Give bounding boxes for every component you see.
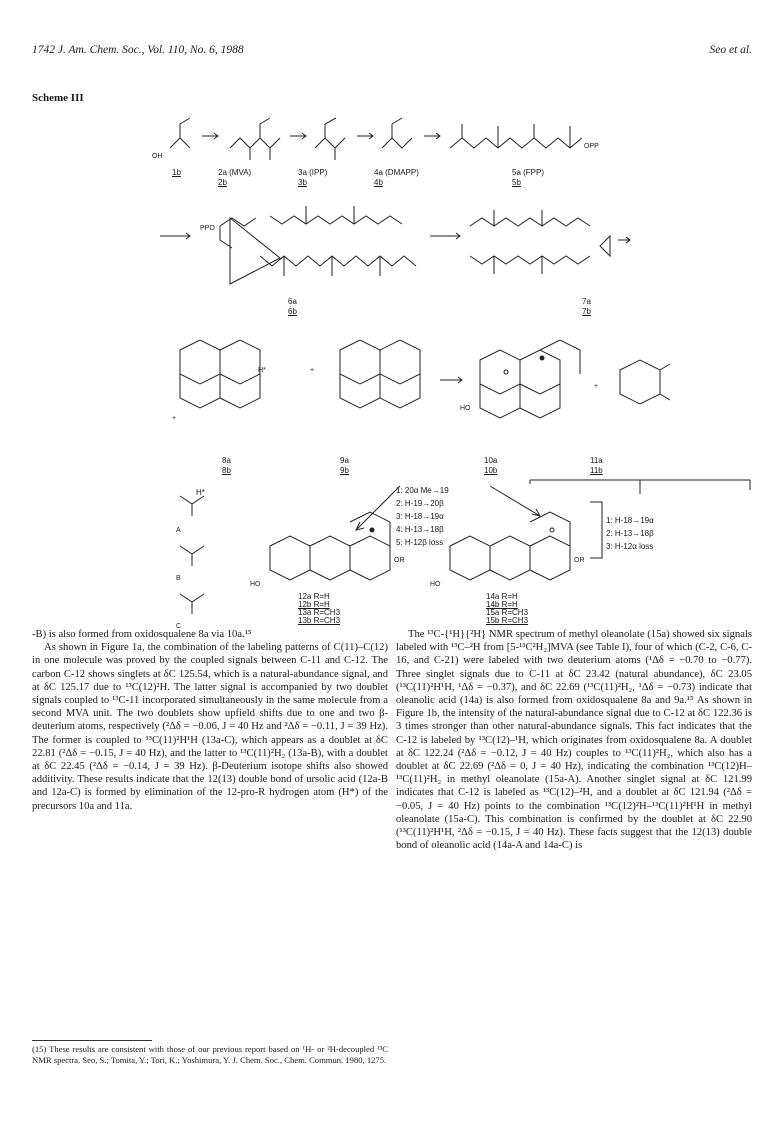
ho-text-2: HO: [250, 581, 261, 588]
compound-9b-label: 9b: [340, 466, 349, 475]
opp-text: OPP: [584, 143, 599, 150]
scheme-row4-structures: [150, 476, 750, 636]
cation-plus-1: +: [172, 415, 177, 422]
compound-9a-label: 9a: [340, 456, 349, 465]
compound-12a-label: 12a R=H: [298, 592, 330, 601]
shift-left-3: 3: H-18→19α: [396, 512, 444, 521]
compound-5-label: 5a (FPP): [512, 168, 545, 177]
running-header: [32, 44, 752, 64]
compound-10a-label: 10a: [484, 456, 498, 465]
compound-2-label: 2a (MVA): [218, 168, 252, 177]
compound-1b-label: 1b: [172, 168, 181, 177]
left-paragraph-1: -B) is also formed from oxidosqualene 8a via 10a.¹⁵: [32, 629, 252, 640]
left-column: [32, 628, 388, 813]
frag-c-text: C: [176, 623, 182, 630]
compound-8b-label: 8b: [222, 466, 231, 475]
shift-left-5: 5: H-12β loss: [396, 538, 444, 547]
compound-6b-label: 6b: [288, 307, 297, 316]
hstar-label: H*: [196, 488, 205, 497]
shift-list-left: [396, 484, 449, 549]
scheme-title: Scheme III: [32, 92, 84, 104]
compound-15a-label: 15a R=CH3: [486, 608, 529, 617]
scheme-row3-structures: [150, 330, 750, 450]
footnote-divider: [32, 1040, 152, 1041]
compound-7a-label: 7a: [582, 297, 591, 306]
frag-b-text: B: [176, 575, 181, 582]
compound-2b-label: 2b: [218, 178, 227, 187]
compound-4-label: 4a (DMAPP): [374, 168, 419, 177]
compound-12b-label: 12b R=H: [298, 600, 330, 609]
hstar-text: H*: [258, 367, 266, 374]
compound-14a-label: 14a R=H: [486, 592, 518, 601]
shift-left-1: 1: 20α Me→19: [396, 486, 449, 495]
compound-15b-label: 15b R=CH3: [486, 616, 529, 625]
compound-4b-label: 4b: [374, 178, 383, 187]
compound-10b-label: 10b: [484, 466, 498, 475]
compound-5b-label: 5b: [512, 178, 521, 187]
oh-text: OH: [152, 153, 163, 160]
shift-left-2: 2: H-19→20β: [396, 499, 444, 508]
journal-citation: 1742 J. Am. Chem. Soc., Vol. 110, No. 6, 1988: [32, 44, 244, 56]
compound-14b-label: 14b R=H: [486, 600, 518, 609]
compound-3b-label: 3b: [298, 178, 307, 187]
compound-8a-label: 8a: [222, 456, 231, 465]
shift-list-right: [606, 514, 654, 553]
compound-6a-label: 6a: [288, 297, 297, 306]
compound-13b-label: 13b R=CH3: [298, 616, 341, 625]
scheme-row1-structures: [150, 108, 730, 168]
frag-a-text: A: [176, 527, 181, 534]
right-column: [396, 628, 752, 852]
shift-left-4: 4: H-13→18β: [396, 525, 444, 534]
compound-13a-label: 13a R=CH3: [298, 608, 341, 617]
left-paragraph-2: As shown in Figure 1a, the combination of the labeling patterns of C(11)–C(12) in one molecule was proved by the coupled signals between C-11 and C-12. The carbon C-12 shows singlets at δC 125.54, which is a natural-abundance signal, and at δC 125.17 due to ¹³C(12)²H. The latter signal is accompanied by two doublet signals coupled to ¹³C-11 incorporated simultaneously in the same molecule from a second MVA unit. The two doublets show upfield shifts due to one and two β-deuterium atoms, respectively (²Δδ = −0.06, J = 40 Hz and ²Δδ = −0.11, J = 39 Hz). The former is coupled to ¹³C(11)²H¹H (13a-C), which appears as a doublet at δC 22.81 (²Δδ = −0.15, J = 40 Hz), and the latter to ¹³C(11)²H₂ (13a-B), with a doublet at δC 22.45 (²Δδ = −0.14, J = 39 Hz). β-Deuterium isotope shifts also showed additivity. These results indicate that the 12(13) double bond of ursolic acid (12a-B and 12a-C) is formed by elimination of the 12-pro-R hydrogen atom (H*) of the precursors 10a and 11a.: [32, 642, 388, 812]
author-running-head: Seo et al.: [709, 44, 752, 56]
right-paragraph-1: The ¹³C-{¹H}{²H} NMR spectrum of methyl oleanolate (15a) showed six signals labeled with ¹³C–²H from [5-¹³C²H₂]MVA (see Table I), four of which (C-2, C-6, C-16, and C-21) were labeled with two deuterium atoms (¹Δδ = −0.70 to −0.77). Three singlet signals due to C-11 at δC 23.42 (natural abundance), δC 23.05 (¹³C(11)²H¹H, ¹Δδ = −0.37), and δC 22.69 (¹³C(11)²H₂, ¹Δδ = −0.73) indicate that oleanolic acid (14a) is also formed from oxidosqualene 8a and 9a.¹⁵ As shown in Figure 1b, the intensity of the natural-abundance signal due to C-12 at δC 122.36 is 3 times stronger than other natural-abundance signals. This fact indicates that the C-12 is labeled by ¹³C(12)–¹H, which originates from oxidosqualene 8a. A doublet at δC 122.24 (²Δδ = −0.12, J = 40 Hz) couples to ¹³C(11)²H₂, which also has a doublet at δC 22.69 (²Δδ = 0, J = 40 Hz), indicating the combination ¹³C(12)H–¹³C(11)²H₂ in methyl oleanolate (15a-A). Another singlet signal at δC 121.99 indicates that C-12 is labeled as ¹³C(12)–²H, and a doublet at δC 121.94 (²Δδ = −0.05, J = 40 Hz) points to the combination ¹³C(12)²H–¹³C(11)²H¹H in methyl oleanolate (15a-C). This combination is confirmed by the doublet at δC 22.90 (¹³C(11)²H¹H, ²Δδ = −0.15, J = 40 Hz). These facts suggest that the 12(13) double bond of oleanolic acid (14a-A and 14a-C) is: [396, 629, 752, 852]
compound-11a-label: 11a: [590, 456, 603, 465]
scheme-row2-structures: [160, 196, 760, 291]
shift-right-1: 1: H-18→19α: [606, 516, 654, 525]
compound-3-label: 3a (IPP): [298, 168, 328, 177]
footnote-15: (15) These results are consistent with those of our previous report based on ¹H- or ²H-decoupled ¹³C NMR spectra. Seo, S.; Tomita, Y.; Tori, K.; Yoshimura, Y. J. Chem. Soc., Chem. Commun. 1980, 1275.: [32, 1044, 388, 1065]
or-text-2: OR: [574, 557, 585, 564]
compound-7b-label: 7b: [582, 307, 591, 316]
ppo-text: PPO: [200, 225, 215, 232]
compound-11b-label: 11b: [590, 466, 603, 475]
or-text: OR: [394, 557, 405, 564]
plus-sign-2: +: [594, 383, 599, 390]
ho-text: HO: [460, 405, 471, 412]
ho-text-3: HO: [430, 581, 441, 588]
shift-right-2: 2: H-13→18β: [606, 529, 654, 538]
shift-right-3: 3: H-12α loss: [606, 542, 654, 551]
plus-sign: +: [310, 367, 315, 374]
